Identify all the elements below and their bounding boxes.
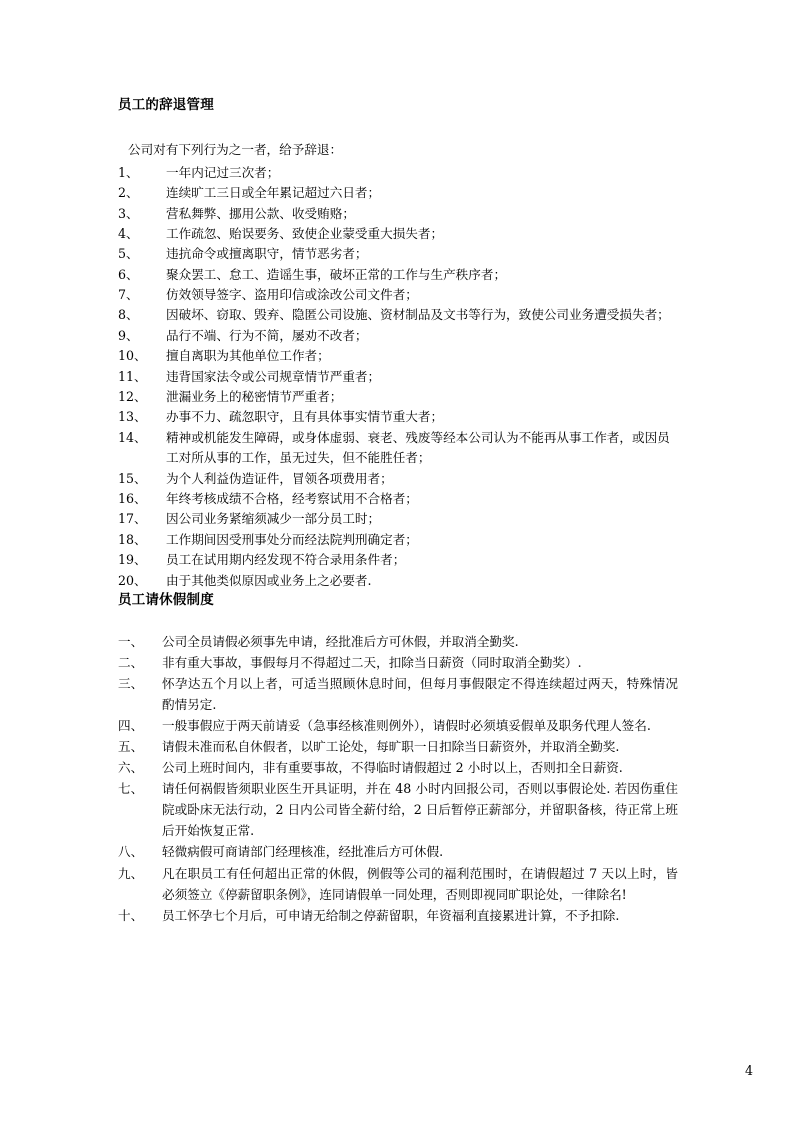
list-item [118, 509, 678, 529]
list-item-number: 9、 [118, 327, 139, 343]
list-item-number: 8、 [118, 307, 139, 323]
list-item-text: 为个人利益伪造证件，冒领各项费用者； [166, 470, 393, 486]
list-item-text: 违背国家法令或公司规章情节严重者； [166, 368, 381, 384]
list-item-number: 20、 [118, 572, 147, 588]
list-item-number: 13、 [118, 409, 147, 425]
list-item-number: 五、 [118, 739, 144, 755]
list-item-text: 精神或机能发生障碍，或身体虚弱、衰老、残废等经本公司认为不能再从事工作者，或因员工对所从事的工作，虽无过失，但不能胜任者； [166, 429, 670, 466]
list-item [118, 905, 678, 926]
list-item-number: 2、 [118, 185, 139, 201]
list-item [118, 285, 678, 305]
list-item [118, 224, 678, 244]
list-item-text: 员工在试用期内经发现不符合录用条件者； [166, 552, 406, 568]
list-item-text: 由于其他类似原因或业务上之必要者. [166, 572, 372, 588]
list-item-text: 凡在职员工有任何超出正常的休假，例假等公司的福利范围时，在请假超过 7 天以上时，皆必须签立《停薪留职条例》，连同请假单一同处理，否则即视同旷职论处，一律除名! [162, 865, 678, 902]
list-item-number: 11、 [118, 368, 147, 384]
list-item-text: 公司上班时间内，非有重要事故，不得临时请假超过 2 小时以上，否则扣全日薪资. [162, 760, 623, 776]
list-item-number: 15、 [118, 470, 147, 486]
spacer [118, 609, 678, 631]
list-item [118, 469, 678, 489]
list-item [118, 550, 678, 570]
list-item-number: 10、 [118, 348, 147, 364]
list-item [118, 530, 678, 550]
list-item-number: 17、 [118, 511, 147, 527]
list-item-number: 四、 [118, 718, 144, 734]
list-item [118, 244, 678, 264]
list-item-text: 办事不力、疏忽职守，且有具体事实情节重大者； [166, 409, 444, 425]
list-item-text: 泄漏业务上的秘密情节严重者； [166, 389, 343, 405]
list-item-text: 因破坏、窃取、毁弃、隐匿公司设施、资材制品及文书等行为，致使公司业务遭受损失者； [166, 307, 670, 323]
list-item [118, 673, 678, 715]
list-item [118, 407, 678, 427]
list-item [118, 736, 678, 757]
list-item [118, 715, 678, 736]
list-item-number: 16、 [118, 490, 147, 506]
list-item [118, 757, 678, 778]
dismissal-list [118, 163, 678, 591]
list-item-number: 八、 [118, 844, 144, 860]
list-item [118, 163, 678, 183]
list-item-text: 非有重大事故，事假每月不得超过二天，扣除当日薪资（同时取消全勤奖）. [162, 655, 582, 671]
list-item-number: 7、 [118, 287, 139, 303]
list-item-text: 请假未准而私自休假者，以旷工论处，每旷职一日扣除当日薪资外，并取消全勤奖. [162, 739, 620, 755]
list-item [118, 265, 678, 285]
list-item [118, 305, 678, 325]
list-item-number: 6、 [118, 266, 139, 282]
list-item-number: 3、 [118, 205, 139, 221]
list-item-text: 连续旷工三日或全年累记超过六日者； [166, 185, 381, 201]
list-item-text: 公司全员请假必须事先申请，经批准后方可休假，并取消全勤奖. [162, 634, 519, 650]
list-item-number: 七、 [118, 781, 144, 797]
list-item-number: 4、 [118, 225, 139, 241]
list-item-number: 一、 [118, 634, 144, 650]
list-item-text: 工作期间因受刑事处分而经法院判刑确定者； [166, 531, 418, 547]
spacer [118, 114, 678, 140]
list-item-text: 怀孕达五个月以上者，可适当照顾休息时间，但每月事假限定不得连续超过两天，特殊情况酌情另定. [162, 676, 678, 713]
list-item-text: 营私舞弊、挪用公款、收受贿赂； [166, 205, 355, 221]
list-item [118, 631, 678, 652]
list-item [118, 428, 678, 469]
dismissal-intro: 公司对有下列行为之一者，给予辞退： [128, 142, 343, 158]
list-item-text: 年终考核成绩不合格，经考察试用不合格者； [166, 490, 418, 506]
list-item [118, 652, 678, 673]
list-item-number: 5、 [118, 246, 139, 262]
list-item [118, 841, 678, 862]
list-item-text: 品行不端、行为不简，屡劝不改者； [166, 327, 368, 343]
list-item-number: 九、 [118, 865, 144, 881]
list-item-text: 员工怀孕七个月后，可申请无给制之停薪留职，年资福利直接累进计算，不予扣除. [162, 907, 620, 923]
list-item [118, 204, 678, 224]
list-item-text: 仿效领导签字、盗用印信或涂改公司文件者； [166, 287, 418, 303]
list-item-text: 一般事假应于两天前请妥（急事经核准则例外），请假时必须填妥假单及职务代理人签名. [162, 718, 651, 734]
list-item [118, 183, 678, 203]
section-title-leave: 员工请休假制度 [118, 591, 214, 608]
list-item-number: 12、 [118, 389, 147, 405]
page-number: 4 [744, 1063, 753, 1078]
list-item [118, 863, 678, 905]
list-item-text: 工作疏忽、贻误要务、致使企业蒙受重大损失者； [166, 225, 444, 241]
list-item-number: 14、 [118, 429, 147, 445]
list-item-number: 二、 [118, 655, 144, 671]
list-item-text: 违抗命令或擅离职守，情节恶劣者； [166, 246, 368, 262]
list-item [118, 326, 678, 346]
section-title-dismissal: 员工的辞退管理 [118, 97, 214, 113]
list-item-text: 聚众罢工、怠工、造谣生事，破坏正常的工作与生产秩序者； [166, 266, 507, 282]
list-item-text: 因公司业务紧缩须减少一部分员工时； [166, 511, 381, 527]
list-item [118, 387, 678, 407]
list-item-number: 19、 [118, 552, 147, 568]
list-item-text: 一年内记过三次者； [166, 164, 280, 180]
list-item-number: 1、 [118, 164, 139, 180]
list-item [118, 367, 678, 387]
list-item-text: 轻微病假可商请部门经理核准，经批准后方可休假. [162, 844, 444, 860]
list-item [118, 346, 678, 366]
list-item-text: 擅自离职为其他单位工作者； [166, 348, 330, 364]
list-item [118, 489, 678, 509]
list-item-number: 六、 [118, 760, 144, 776]
list-item [118, 778, 678, 841]
document-body [118, 96, 678, 926]
list-item-text: 请任何祸假皆须职业医生开具证明，并在 48 小时内回报公司，否则以事假论处. 若因伤重住院或卧床无法行动，2 日内公司皆全薪付给，2 日后暂停正薪部分，并留职备核，待正常上班后开始恢复正常. [162, 781, 678, 839]
list-item-number: 18、 [118, 531, 147, 547]
list-item-number: 十、 [118, 907, 144, 923]
list-item [118, 571, 678, 591]
leave-list [118, 631, 678, 925]
list-item-number: 三、 [118, 676, 144, 692]
